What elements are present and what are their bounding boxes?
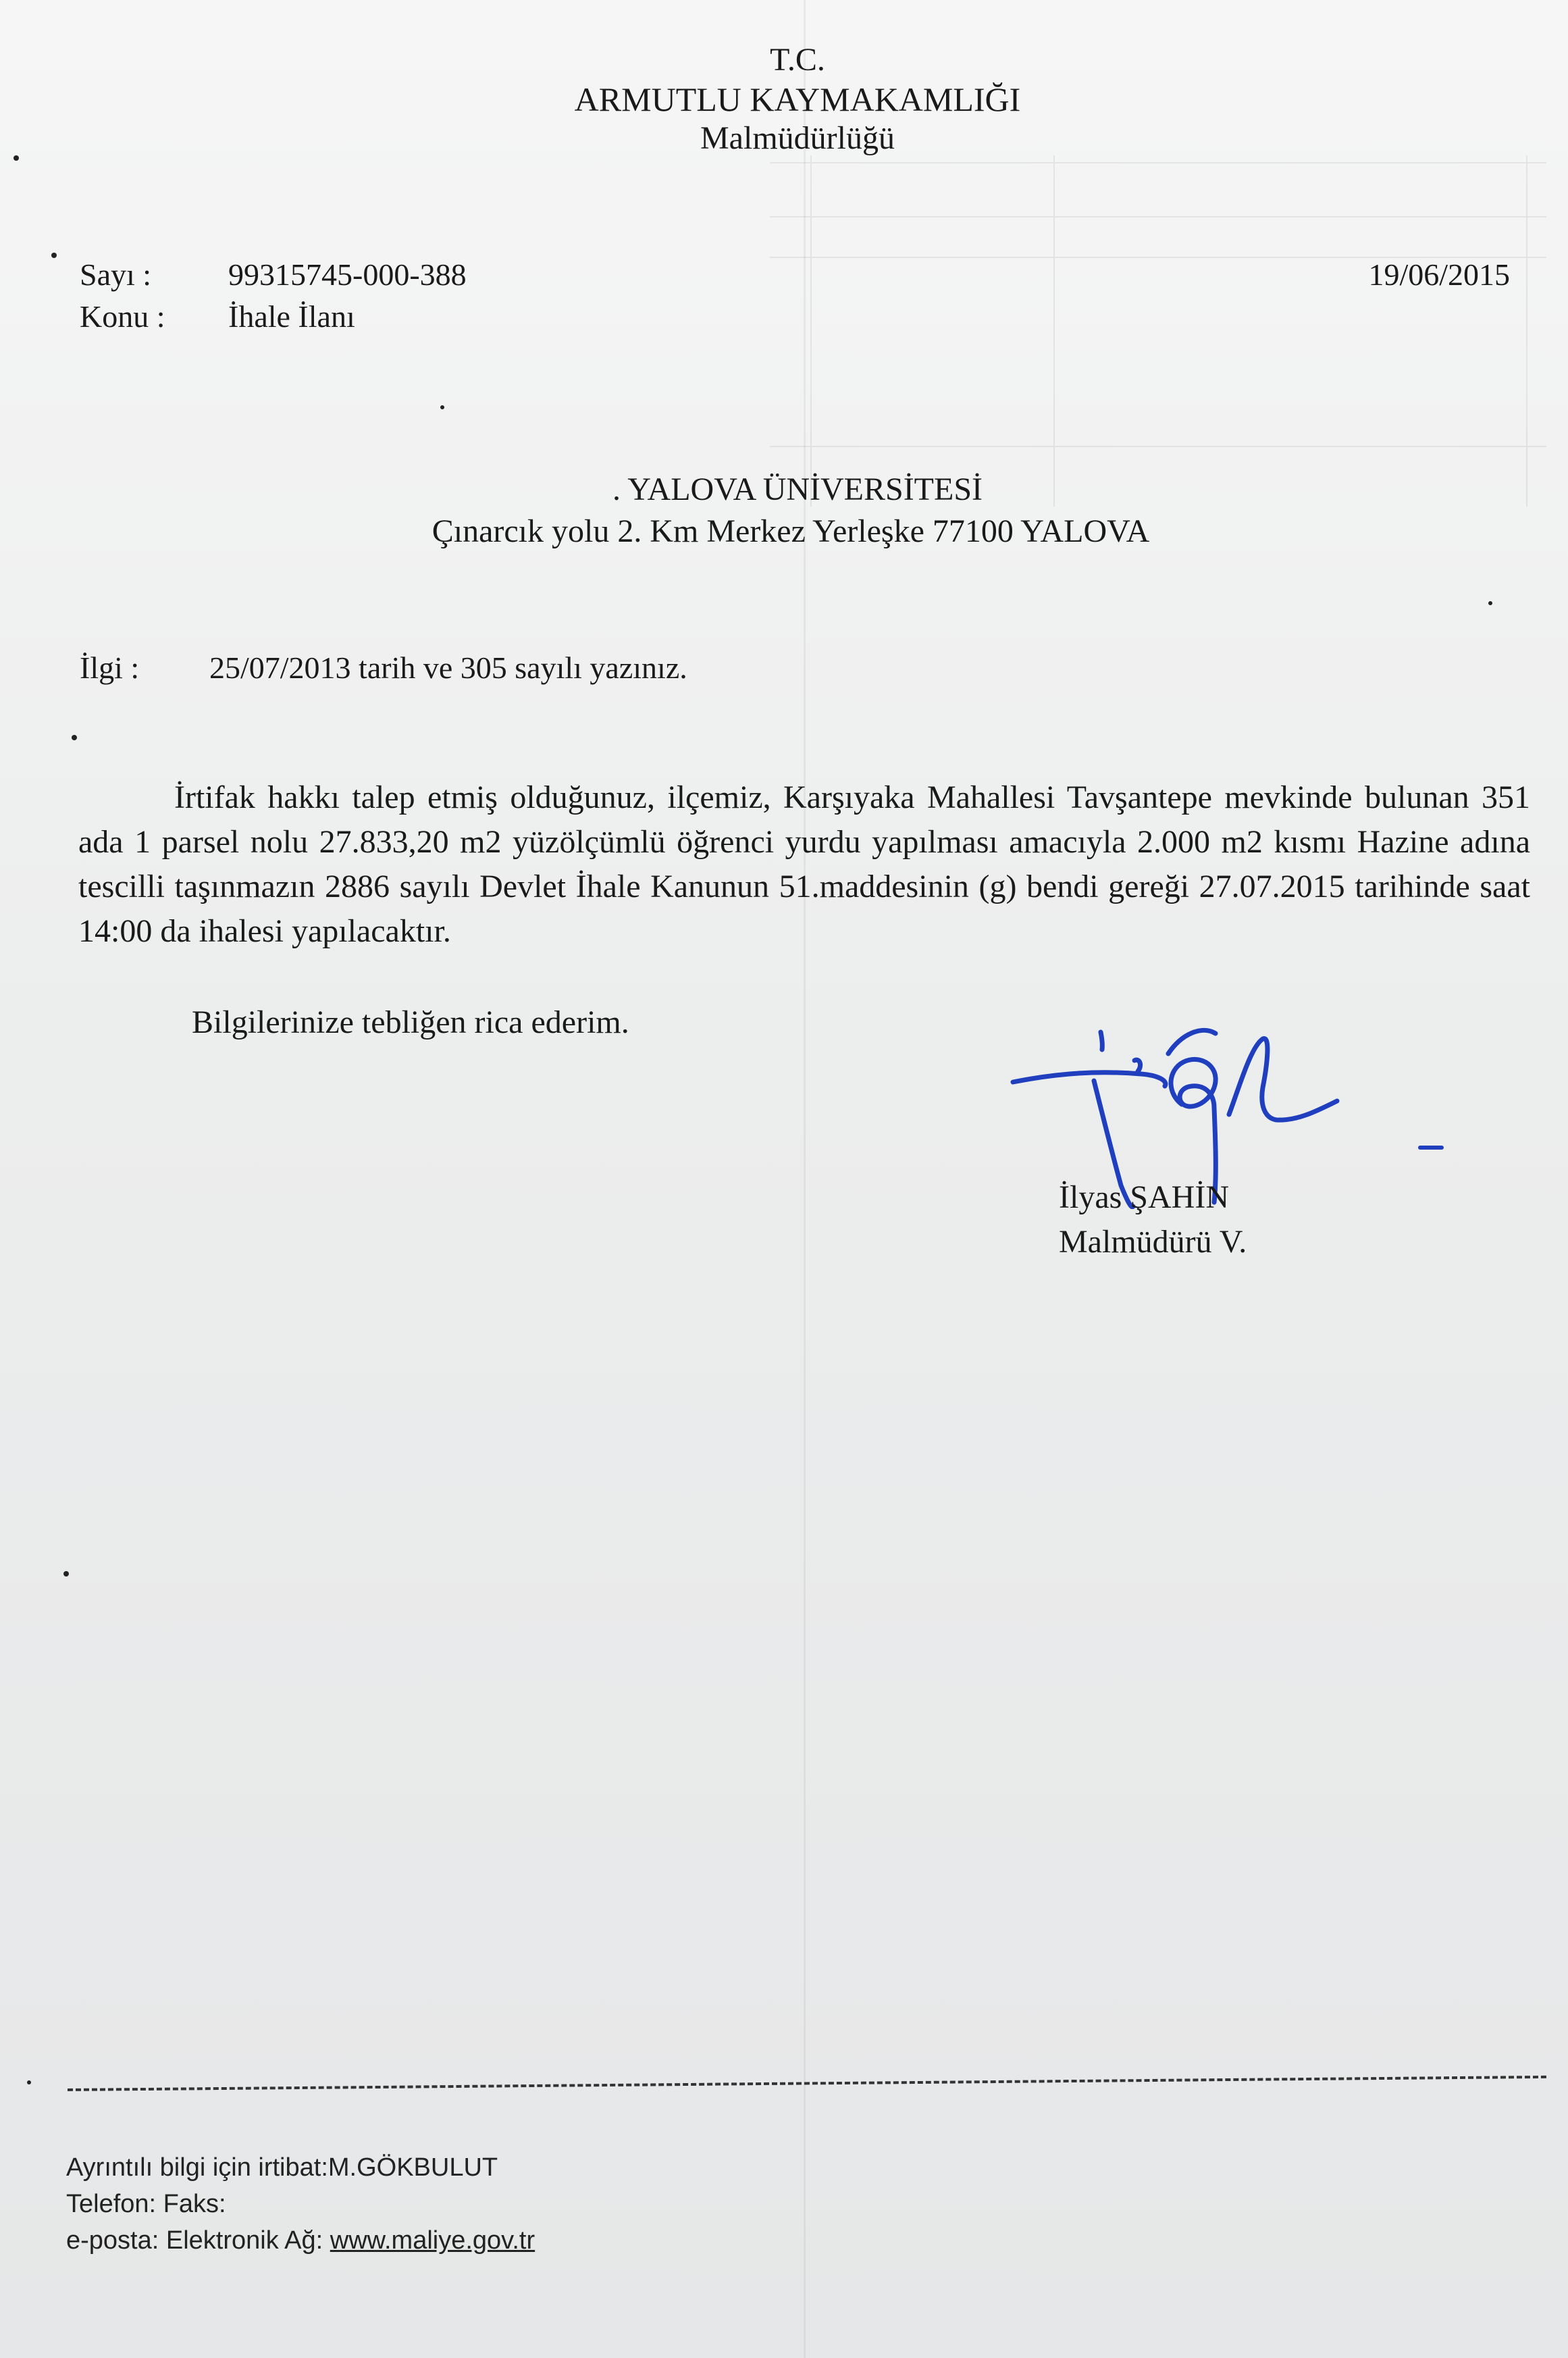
- footer-website-link[interactable]: www.maliye.gov.tr: [330, 2226, 535, 2255]
- paper-speck: [51, 253, 57, 258]
- sayi-value: 99315745-000-388: [228, 257, 467, 292]
- footer-email-label: e-posta: Elektronik Ağ:: [66, 2226, 330, 2255]
- signature-dash: [1418, 1146, 1444, 1150]
- konu-value: İhale İlanı: [228, 299, 355, 334]
- addressee-name: . YALOVA ÜNİVERSİTESİ: [612, 471, 983, 507]
- ilgi-line: [80, 650, 687, 686]
- paper-speck: [27, 2080, 31, 2084]
- closing-line: Bilgilerinize tebliğen rica ederim.: [192, 1004, 629, 1040]
- footer-phone: Telefon: Faks:: [66, 2190, 226, 2218]
- footer-email-line: [66, 2222, 535, 2259]
- body-paragraph: İrtifak hakkı talep etmiş olduğunuz, ilçemiz, Karşıyaka Mahallesi Tavşantepe mevkinde bulunan 351 ada 1 parsel nolu 27.833,20 m2 yüzölçümlü öğrenci yurdu yapılması amacıyla 2.000 m2 kısmı Hazine adına tescilli taşınmazın 2886 sayılı Devlet İhale Kanunun 51.maddesinin (g) bendi gereği 27.07.2015 tarihinde saat 14:00 da ihalesi yapılacaktır.: [78, 779, 1530, 949]
- letter-date: 19/06/2015: [1368, 257, 1510, 292]
- signer-name: İlyas ŞAHİN: [1059, 1179, 1229, 1215]
- paper-speck: [72, 735, 77, 740]
- header-department: Malmüdürlüğü: [700, 120, 895, 156]
- show-through-ghost: [770, 155, 1546, 507]
- paper-speck: [440, 405, 444, 409]
- paper-speck: [14, 155, 19, 161]
- addressee-block: [0, 469, 1568, 553]
- konu-label: Konu :: [80, 299, 165, 334]
- footer-divider: [68, 2076, 1546, 2091]
- footer-block: [66, 2149, 535, 2259]
- sayi-label: Sayı :: [80, 257, 152, 292]
- footer-contact: Ayrıntılı bilgi için irtibat:M.GÖKBULUT: [66, 2153, 498, 2182]
- reference-block: [80, 254, 467, 338]
- header-tc: T.C.: [770, 42, 825, 78]
- paper-speck: [1488, 601, 1492, 605]
- letterhead: [0, 41, 1568, 158]
- ilgi-label: İlgi :: [80, 650, 140, 685]
- ilgi-value: 25/07/2013 tarih ve 305 sayılı yazınız.: [209, 650, 687, 685]
- paper-speck: [63, 1571, 69, 1577]
- addressee-address: Çınarcık yolu 2. Km Merkez Yerleşke 77100 YALOVA: [432, 513, 1150, 549]
- header-authority: ARMUTLU KAYMAKAMLIĞI: [574, 80, 1021, 118]
- signer-title: Malmüdürü V.: [1059, 1224, 1247, 1260]
- signer-block: [1059, 1175, 1247, 1264]
